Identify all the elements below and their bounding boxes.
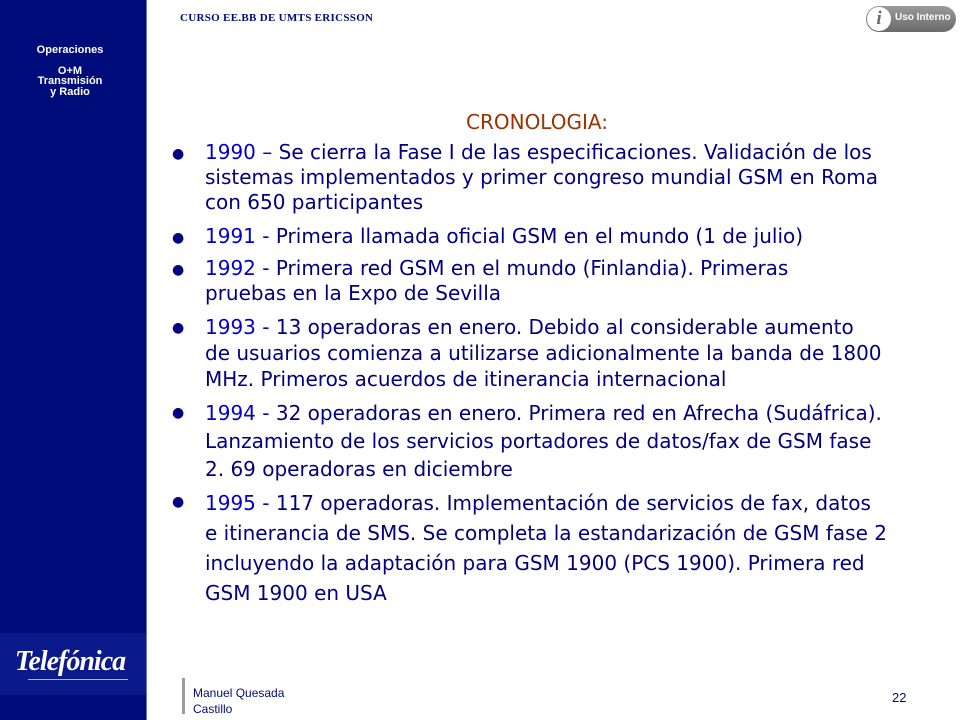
item-year: 1990	[205, 140, 256, 164]
item-year: 1995	[205, 491, 256, 515]
list-item-text	[205, 224, 935, 249]
badge-label: Uso Interno	[895, 12, 951, 23]
item-text-line: de usuarios comienza a utilizarse adicionalmente la banda de 1800	[205, 341, 882, 365]
item-year: 1993	[205, 315, 256, 339]
item-text-line: e itinerancia de SMS. Se completa la estandarización de GSM fase 2	[205, 521, 887, 545]
item-text-line: sistemas implementados y primer congreso mundial GSM en Roma	[205, 165, 879, 189]
uso-interno-badge	[866, 6, 956, 32]
item-year: 1994	[205, 401, 256, 425]
sidebar	[0, 0, 147, 720]
item-separator: -	[255, 491, 276, 515]
item-text-line: 13 operadoras en enero. Debido al considerable aumento	[275, 315, 854, 339]
list-item-text	[205, 399, 935, 483]
bullet-icon: ●	[172, 146, 185, 162]
bullet-icon: ●	[172, 494, 185, 510]
item-separator: -	[255, 401, 276, 425]
item-text-line: Lanzamiento de los servicios portadores de datos/fax de GSM fase	[205, 429, 872, 453]
list-item-text	[205, 140, 935, 215]
item-year: 1992	[205, 256, 256, 280]
footer-divider	[182, 678, 185, 714]
page-number: 22	[892, 690, 907, 705]
logo-underline	[28, 679, 128, 680]
info-icon: i	[867, 7, 891, 31]
item-text-line: 117 operadoras. Implementación de servicios de fax, datos	[275, 491, 871, 515]
list-item-text	[205, 314, 935, 392]
telefonica-logo: Telefónica	[14, 646, 126, 677]
subsection-title-line2: Transmisión	[37, 75, 103, 87]
item-separator: -	[255, 224, 276, 248]
author	[193, 685, 284, 717]
subsection-title-line3: y Radio	[50, 86, 90, 98]
item-text-line: 32 operadoras en enero. Primera red en Afrecha (Sudáfrica).	[275, 401, 882, 425]
item-text-line: MHz. Primeros acuerdos de itinerancia internacional	[205, 367, 727, 391]
slide-heading: CRONOLOGIA:	[466, 110, 608, 134]
bullet-icon: ●	[172, 230, 185, 246]
item-text-line: pruebas en la Expo de Sevilla	[205, 281, 502, 305]
logo-band	[0, 633, 146, 695]
bullet-icon: ●	[172, 262, 185, 278]
list-item-text	[205, 488, 935, 608]
section-title: Operaciones	[36, 44, 104, 56]
item-separator: –	[255, 140, 279, 164]
bullet-icon: ●	[172, 320, 185, 336]
bullet-icon: ●	[172, 405, 185, 421]
item-text-line: con 650 participantes	[205, 190, 424, 214]
item-text-line: GSM 1900 en USA	[205, 581, 387, 605]
item-separator: -	[255, 256, 276, 280]
item-text-line: incluyendo la adaptación para GSM 1900 (PCS 1900). Primera red	[205, 551, 865, 575]
list-item-text	[205, 256, 935, 306]
author-line: Manuel Quesada	[193, 686, 285, 700]
author-line: Castillo	[193, 702, 233, 716]
course-title: CURSO EE.BB DE UMTS ERICSSON	[180, 12, 374, 24]
item-text-line: Se cierra la Fase I de las especificaciones. Validación de los	[278, 140, 872, 164]
item-text-line: Primera red GSM en el mundo (Finlandia). Primeras	[275, 256, 789, 280]
item-year: 1991	[205, 224, 256, 248]
item-text-line: 2. 69 operadoras en diciembre	[205, 457, 513, 481]
item-separator: -	[255, 315, 276, 339]
item-text-line: Primera llamada oficial GSM en el mundo (1 de julio)	[275, 224, 804, 248]
subsection-title-line1: O+M	[57, 65, 83, 77]
